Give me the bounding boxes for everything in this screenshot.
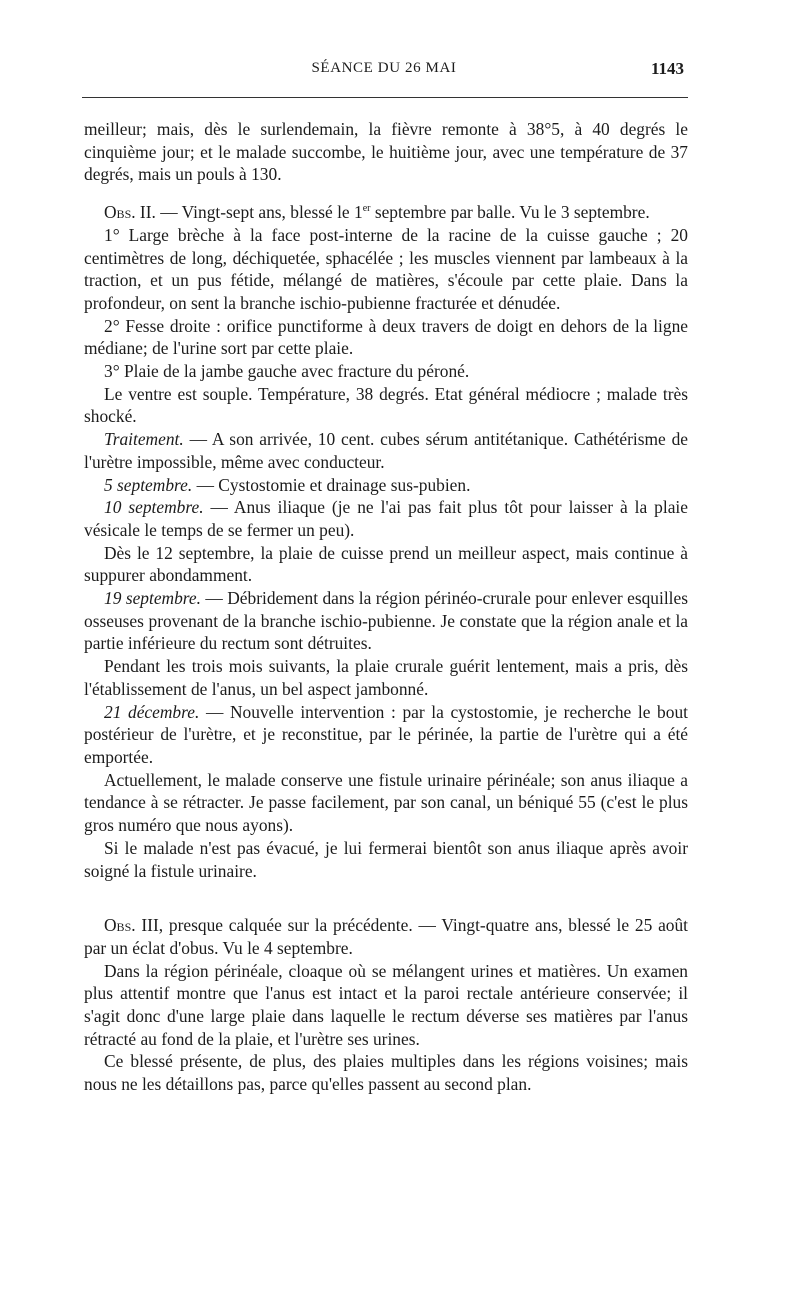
paragraph-abdomen: Le ventre est souple. Température, 38 degrés. Etat général médiocre ; malade très shocké. — [84, 383, 688, 427]
sept-5-label: 5 septembre. — [104, 474, 193, 495]
observation-2-text-b: septembre par balle. Vu le 3 septembre. — [370, 202, 650, 223]
observation-3-text: presque calquée sur la précédente. — Vingt-quatre ans, blessé le 25 août par un éclat d'obus. Vu le 4 septembre. — [84, 915, 689, 958]
treatment-label: Traitement. — [104, 429, 184, 450]
observation-2-text-a: — Vingt-sept ans, blessé le 1 — [155, 202, 363, 223]
treatment-text: — A son arrivée, 10 cent. cubes sérum antitétanique. Cathétérisme de l'urètre impossible, même avec conducteur. — [84, 429, 688, 472]
dec-21-label: 21 décembre. — [104, 701, 200, 722]
sept-5-text: — Cystostomie et drainage sus-pubien. — [192, 474, 471, 495]
sept-19-text: — Débridement dans la région périnéo-crurale pour enlever esquilles osseuses provenant de la branche ischio-pubienne. Je constate que la région anale et la partie inférieure du rectum sont détruites. — [84, 588, 688, 654]
observation-2-heading — [84, 201, 688, 224]
sept-19-label: 19 septembre. — [104, 588, 201, 609]
paragraph-plan: Si le malade n'est pas évacué, je lui fermerai bientôt son anus iliaque après avoir soigné la fistule urinaire. — [84, 837, 688, 881]
sept-10-text: — Anus iliaque (je ne l'ai pas fait plus tôt pour laisser à la plaie vésicale le temps de se fermer un peu). — [84, 497, 688, 540]
observation-2-label: Obs. II. — [104, 202, 156, 223]
running-title: SÉANCE DU 26 MAI — [311, 60, 457, 76]
observation-3-heading — [84, 914, 688, 959]
paragraph-sept-10 — [84, 496, 688, 541]
paragraph-current-state: Actuellement, le malade conserve une fistule urinaire périnéale; son anus iliaque a tendance à se rétracter. Je passe facilement, par son canal, un béniqué 55 (c'est le plus gros numéro que nous ayons). — [84, 769, 688, 836]
observation-2-superscript: er — [362, 203, 371, 215]
paragraph-wound-1: 1° Large brèche à la face post-interne de la racine de la cuisse gauche ; 20 centimètres de long, déchiquetée, sphacélée ; les muscles viennent par lambeaux à la traction, et un pus fétide, mélangé de matières, s'écoule par cette plaie. Dans la profondeur, on sent la branche ischio-pubienne fracturée et dénudée. — [84, 224, 688, 313]
paragraph-continuation: meilleur; mais, dès le surlendemain, la fièvre remonte à 38°5, à 40 degrés le cinquième jour; et le malade succombe, le huitième jour, avec une température de 37 degrés, mais un pouls à 130. — [84, 119, 688, 185]
observation-3-label: Obs. III, — [104, 915, 164, 936]
paragraph-multiple-wounds: Ce blessé présente, de plus, des plaies multiples dans les régions voisines; mais nous ne les détaillons pas, parce qu'elles passent au second plan. — [84, 1051, 688, 1095]
running-head — [84, 60, 684, 86]
paragraph-sept-5 — [84, 474, 688, 497]
page-number: 1143 — [650, 59, 684, 78]
header-rule — [82, 97, 688, 98]
paragraph-perineal-region: Dans la région périnéale, cloaque où se mélangent urines et matières. Un examen plus attentif montre que l'anus est intact et la paroi rectale antérieure conservée; il s'agit donc d'une large plaie dans laquelle le rectum déverse ses matières par l'anus rétracté au fond de la plaie, et l'urètre ses urines. — [84, 960, 688, 1049]
paragraph-following-months: Pendant les trois mois suivants, la plaie crurale guérit lentement, mais a pris, dès l'établissement de l'anus, un bel aspect jambonné. — [84, 656, 688, 699]
paragraph-wound-2: 2° Fesse droite : orifice punctiforme à deux travers de doigt en dehors de la ligne médiane; de l'urine sort par cette plaie. — [84, 315, 688, 359]
paragraph-sept-19 — [84, 587, 688, 655]
dec-21-text: — Nouvelle intervention : par la cystostomie, je recherche le bout postérieur de l'urètre, et je reconstitue, par le périnée, la partie de l'urètre qui a été emportée. — [84, 701, 688, 767]
paragraph-wound-3: 3° Plaie de la jambe gauche avec fracture du péroné. — [104, 361, 470, 382]
paragraph-dec-21 — [84, 701, 688, 769]
sept-10-label: 10 septembre. — [104, 497, 204, 518]
page-body — [84, 118, 688, 1096]
paragraph-treatment — [84, 428, 688, 473]
paragraph-sept-12: Dès le 12 septembre, la plaie de cuisse prend un meilleur aspect, mais continue à suppurer abondamment. — [84, 542, 688, 586]
